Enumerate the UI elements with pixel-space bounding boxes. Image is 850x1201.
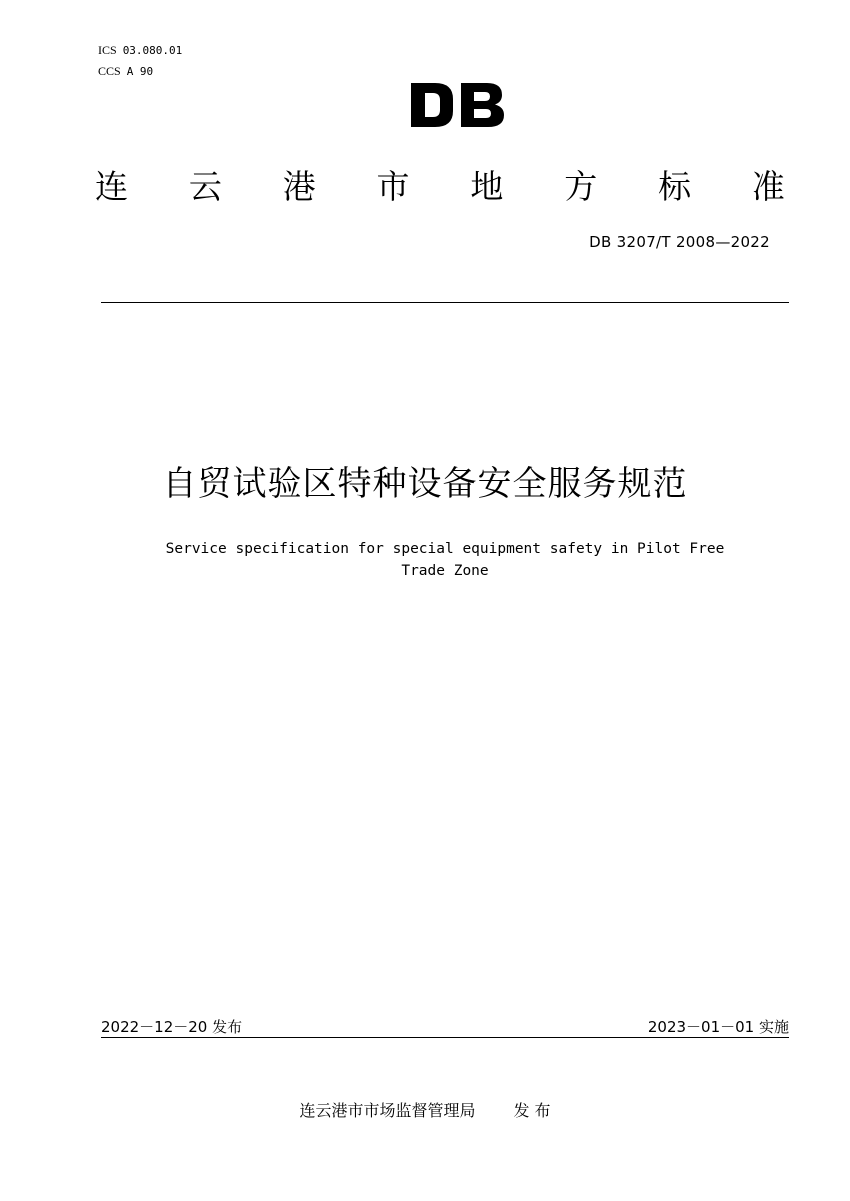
heading-char: 云 (188, 167, 222, 206)
heading-char: 方 (564, 167, 598, 206)
standard-number: DB 3207/T 2008—2022 (589, 233, 770, 251)
top-divider (101, 302, 789, 303)
heading-char: 准 (751, 167, 785, 206)
heading-char: 港 (282, 167, 316, 206)
ccs-code (98, 63, 153, 80)
heading-char: 标 (658, 167, 692, 206)
bottom-divider (101, 1037, 789, 1038)
heading-char: 连 (95, 167, 128, 206)
heading-char: 地 (470, 167, 504, 206)
ccs-label: CCS (98, 64, 121, 78)
document-title-chinese: 自贸试验区特种设备安全服务规范 (162, 464, 688, 504)
ccs-value: A 90 (126, 65, 154, 78)
heading-char: 市 (376, 167, 410, 206)
implementation-date: 2023－01－01 实施 (647, 1018, 789, 1036)
ics-value: 03.080.01 (122, 44, 183, 57)
english-title-line: Service specification for special equipment safety in Pilot Free (165, 541, 725, 557)
ics-code (98, 42, 182, 59)
ics-label: ICS (98, 43, 117, 57)
issuer-action: 发 布 (513, 1101, 551, 1120)
standard-type-heading (95, 165, 785, 209)
english-title-line: Trade Zone (401, 563, 489, 579)
document-title-english (110, 538, 780, 582)
issuer-name: 连云港市市场监督管理局 (299, 1101, 476, 1120)
issuer-line (0, 1098, 850, 1121)
issue-date: 2022－12－20 发布 (101, 1018, 243, 1036)
db-logo (409, 82, 505, 128)
